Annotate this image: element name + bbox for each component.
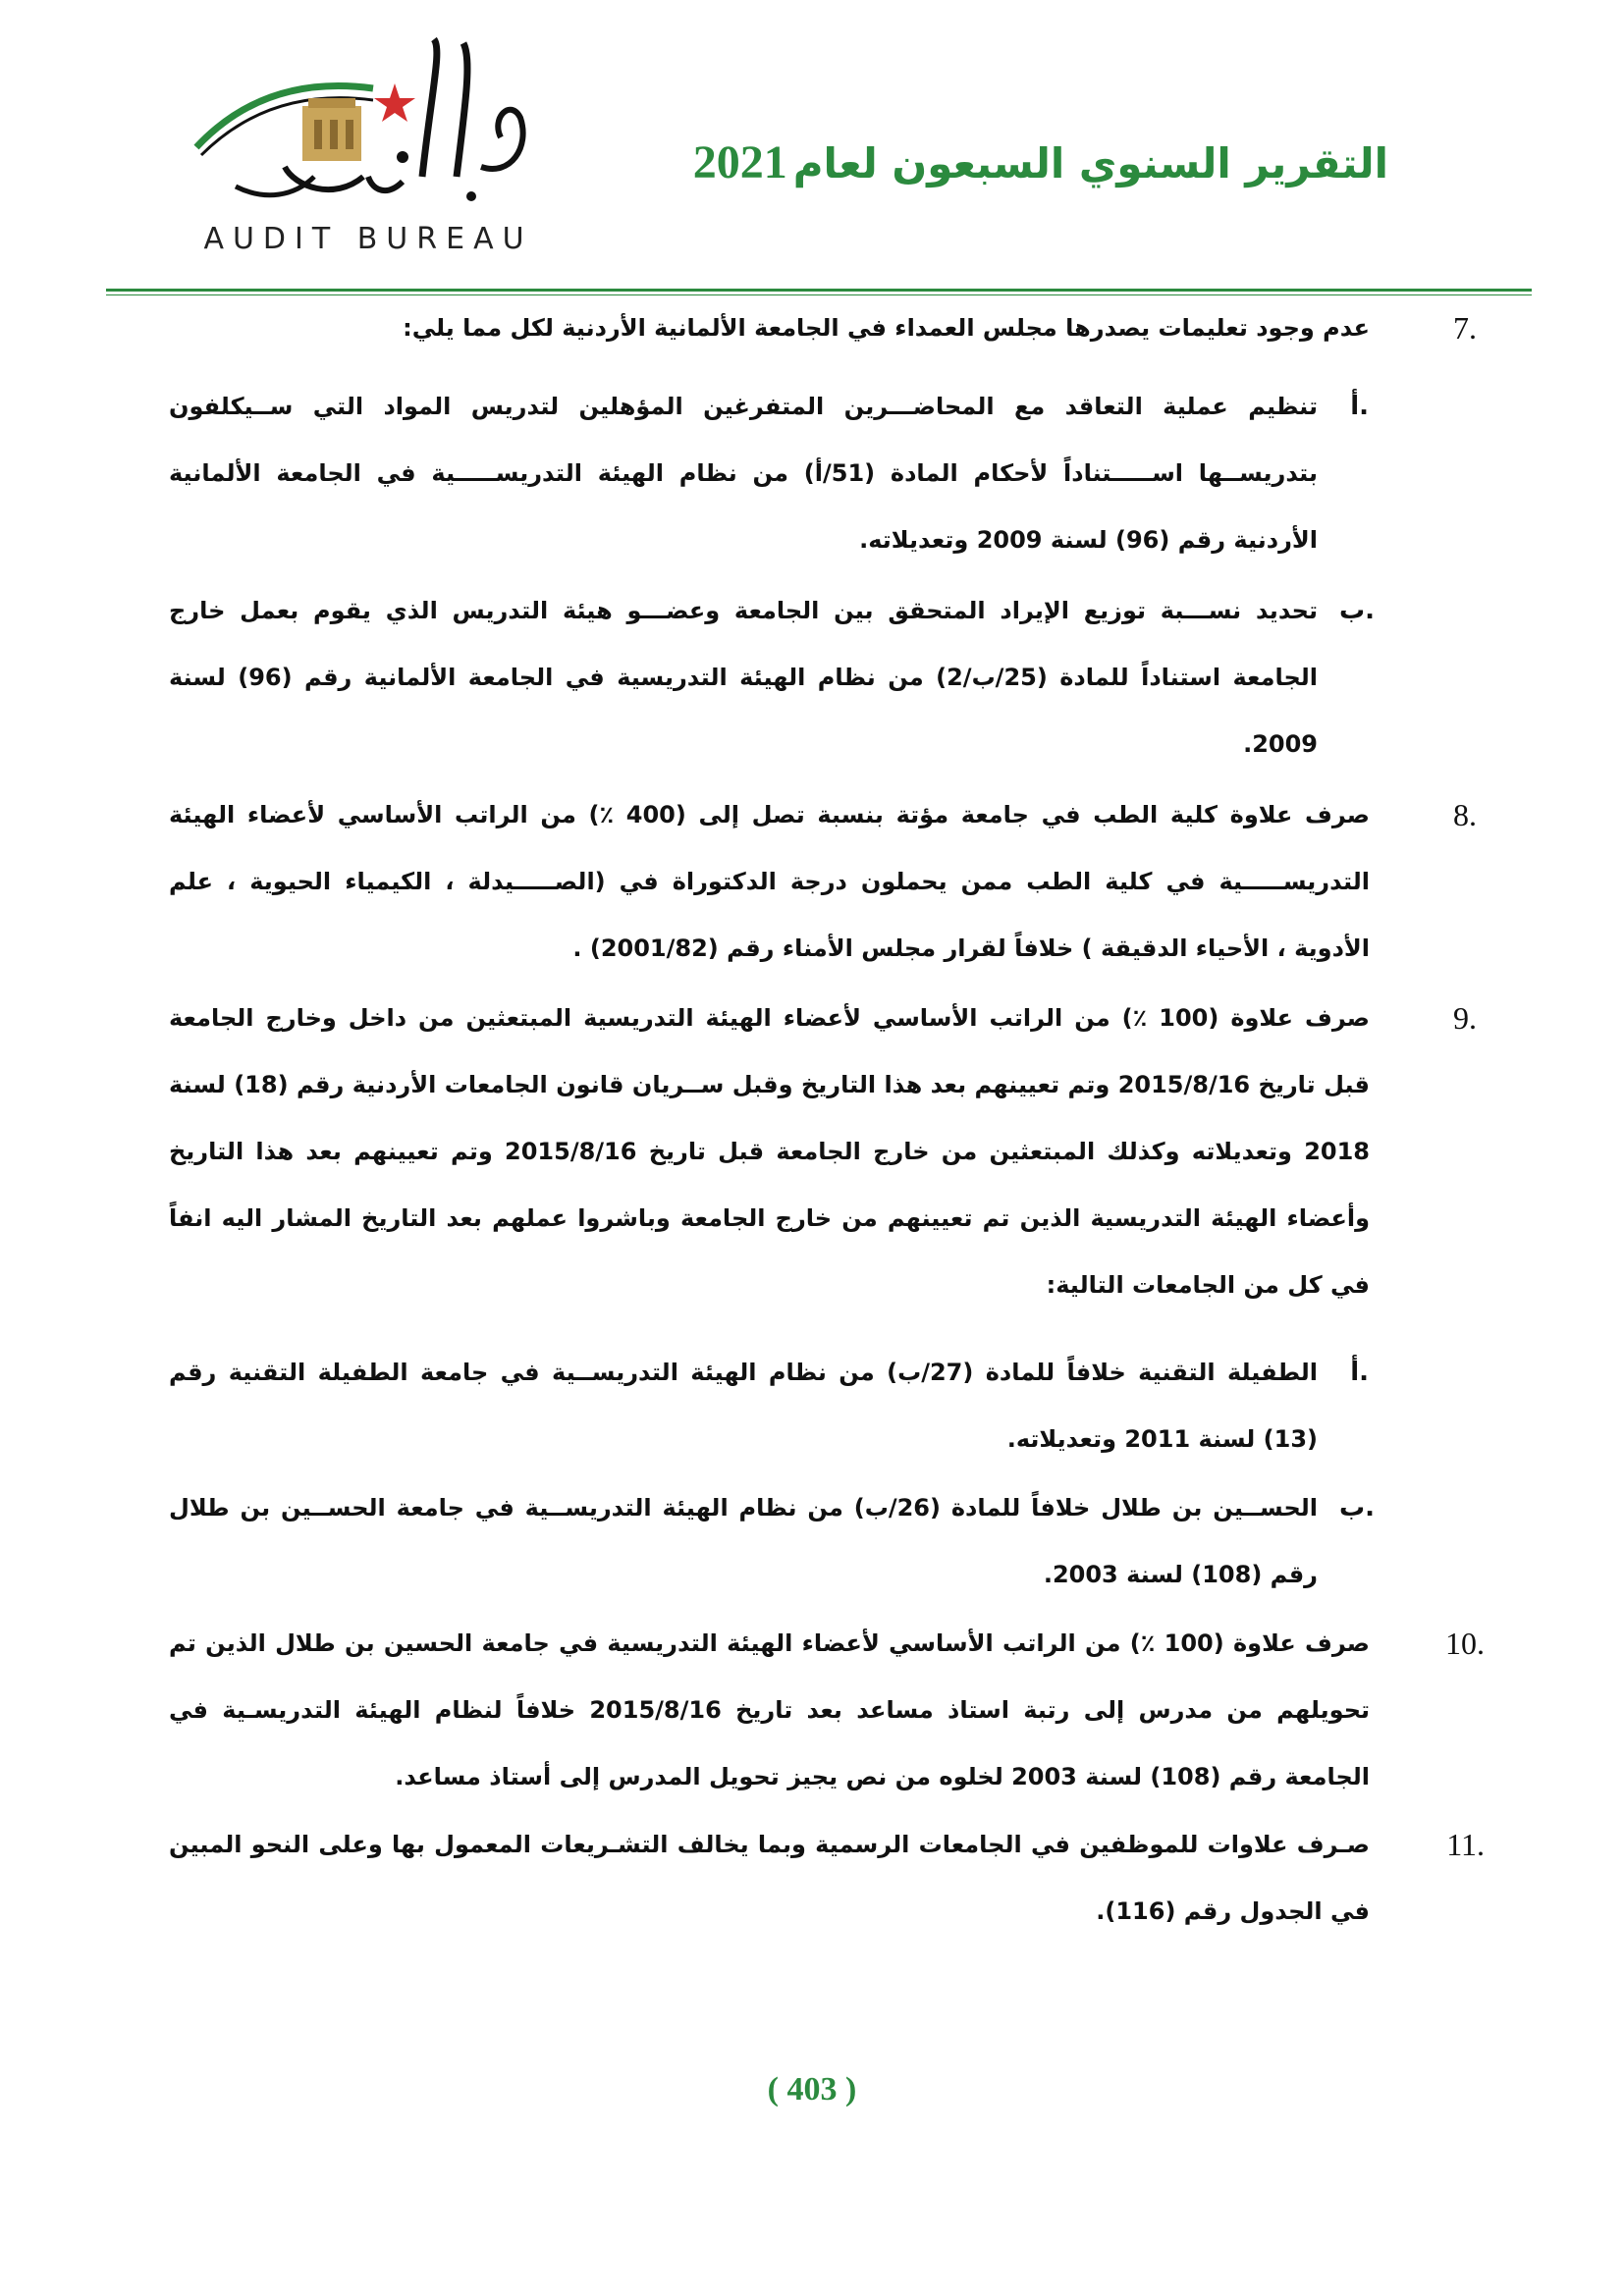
- item-text: صرف علاوة (100 ٪) من الراتب الأساسي لأعضاء الهيئة التدريسية في جامعة الحسين بن طلال الذين تم تحويلهم من مدرس إلى رتبة استاذ مساعد بعد تاريخ 2015/8/16 خلافاً لنظام الهيئة التدريسـية في الجامعة رقم (108) لسنة 2003 لخلوه من نص يجيز تحويل المدرس إلى أستاذ مساعد.: [169, 1629, 1370, 1790]
- list-item: [334, 294, 1370, 361]
- item-text: صرف علاوة كلية الطب في جامعة مؤتة بنسبة تصل إلى (400 ٪) من الراتب الأساسي لأعضاء الهيئة التدريســـــية في كلية الطب ممن يحملون درجة الدكتوراة في (الصـــــيدلة ، الكيمياء الحيوية ، علم الأدوية ، الأحياء الدقيقة ) خلافاً لقرار مجلس الأمناء رقم (2001/82) .: [169, 801, 1370, 962]
- list-item: [169, 781, 1370, 982]
- sub-item-letter: ب.: [1338, 596, 1375, 625]
- sub-item-text: الطفيلة التقنية خلافاً للمادة (27/ب) من نظام الهيئة التدريســية في جامعة الطفيلة التقنية رقم (13) لسنة 2011 وتعديلاته.: [169, 1359, 1318, 1453]
- item-number: 9.: [1453, 1000, 1477, 1036]
- report-year: 2021: [692, 136, 787, 188]
- sub-list-item: [169, 1339, 1318, 1472]
- sub-item-text: تحديد نســـبة توزيع الإيراد المتحقق بين الجامعة وعضـــو هيئة التدريس الذي يقوم بعمل خارج الجامعة استناداً للمادة (25/ب/2) من نظام الهيئة التدريسية في الجامعة الألمانية رقم (96) لسنة 2009.: [169, 597, 1319, 758]
- item-text: صـرف علاوات للموظفين في الجامعات الرسمية وبما يخالف التشـريعات المعمول بها وعلى النحو المبين في الجدول رقم (116).: [169, 1831, 1370, 1925]
- list-item: [169, 985, 1370, 1318]
- sub-item-letter: أ.: [1350, 392, 1369, 421]
- item-number: 11.: [1446, 1827, 1485, 1862]
- sub-list-item: [169, 1474, 1318, 1608]
- sub-item-text: الحســين بن طلال خلافاً للمادة (26/ب) من نظام الهيئة التدريســية في جامعة الحســين بن طلال رقم (108) لسنة 2003.: [169, 1494, 1319, 1588]
- list-item: [169, 1811, 1370, 1945]
- sub-list-item: [169, 373, 1318, 573]
- page-header: [0, 0, 1624, 294]
- header-divider: [106, 289, 1532, 292]
- item-text: صرف علاوة (100 ٪) من الراتب الأساسي لأعضاء الهيئة التدريسية المبتعثين من داخل وخارج الجامعة قبل تاريخ 2015/8/16 وتم تعيينهم بعد هذا التاريخ وقبل ســريان قانون الجامعات الأردنية رقم (18) لسنة 2018 وتعديلاته وكذلك المبتعثين من خارج الجامعة قبل تاريخ 2015/8/16 وتم تعيينهم بعد هذا التاريخ وأعضاء الهيئة التدريسية الذين تم تعيينهم من خارج الجامعة وباشروا عملهم بعد التاريخ المشار اليه انفاً في كل من الجامعات التالية:: [169, 1004, 1371, 1299]
- sub-list-item: [169, 577, 1318, 777]
- sub-item-text: تنظيم عملية التعاقد مع المحاضـــرين المتفرغين المؤهلين لتدريس المواد التي ســيكلفون بتدريســها اســـــتناداً لأحكام المادة (51/أ) من نظام الهيئة التدريســـــية في الجامعة الألمانية الأردنية رقم (96) لسنة 2009 وتعديلاته.: [169, 393, 1318, 554]
- audit-bureau-emblem-icon: [177, 29, 560, 226]
- item-number: 10.: [1445, 1626, 1485, 1661]
- item-number: 7.: [1453, 310, 1477, 346]
- list-item: [169, 1610, 1370, 1810]
- page-number: ( 403 ): [767, 2071, 857, 2108]
- logo-caption: AUDIT BUREAU: [203, 222, 533, 256]
- item-text: عدم وجود تعليمات يصدرها مجلس العمداء في الجامعة الألمانية الأردنية لكل مما يلي:: [403, 314, 1370, 342]
- item-number: 8.: [1453, 797, 1477, 832]
- sub-item-letter: ب.: [1338, 1493, 1375, 1522]
- audit-bureau-logo: [177, 29, 560, 275]
- report-title: [693, 135, 1388, 189]
- report-title-text: التقرير السنوي السبعون لعام: [792, 139, 1388, 187]
- sub-item-letter: أ.: [1350, 1358, 1369, 1387]
